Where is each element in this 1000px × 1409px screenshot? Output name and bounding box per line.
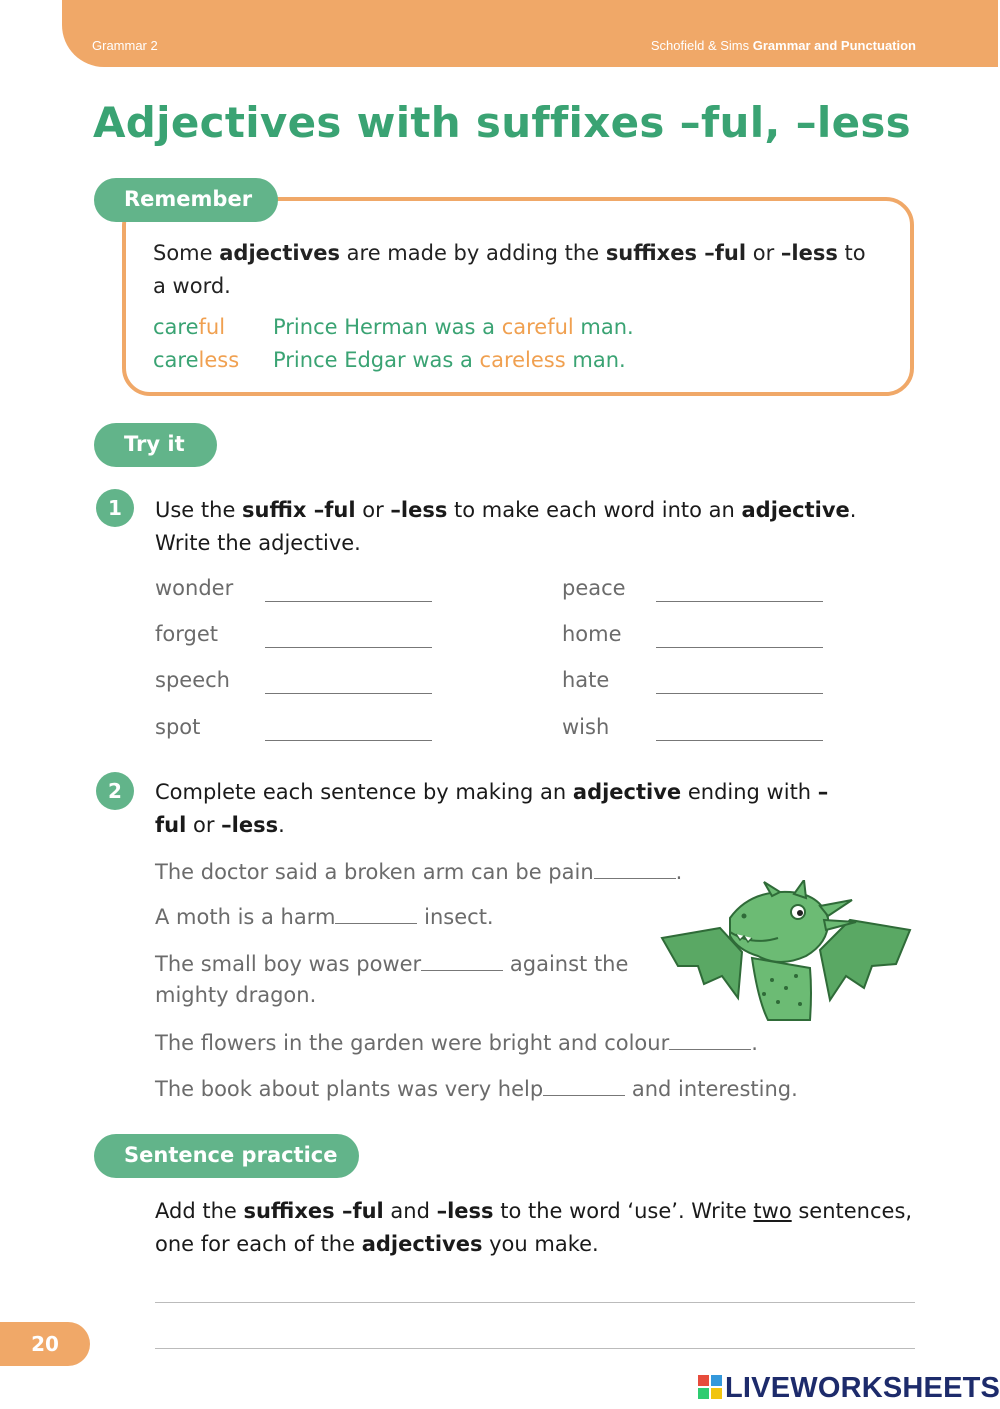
sentence-1: The doctor said a broken arm can be pain . [155,860,683,884]
writing-line[interactable] [155,1348,915,1349]
liveworksheets-logo-icon [698,1375,722,1399]
answer-blank[interactable] [594,858,676,879]
word-wonder: wonder [155,576,234,600]
question-1-number: 1 [96,489,134,527]
word-hate: hate [562,668,610,692]
publisher-credit: Schofield & Sims Grammar and Punctuation [650,38,916,53]
sentence-2: A moth is a harm insect. [155,905,494,929]
question-2-number: 2 [96,772,134,810]
answer-blank[interactable] [265,693,432,694]
word-speech: speech [155,668,230,692]
page-title: Adjectives with suffixes –ful, –less [93,98,911,147]
answer-blank[interactable] [421,950,503,971]
answer-blank[interactable] [265,601,432,602]
answer-blank[interactable] [656,647,823,648]
sentence-4: The flowers in the garden were bright and colour . [155,1031,758,1055]
question-2-instructions: Complete each sentence by making an adjective ending with –ful or –less. [155,780,829,837]
writing-line[interactable] [155,1302,915,1303]
liveworksheets-logo: LIVEWORKSHEETS [698,1372,1000,1408]
word-spot: spot [155,715,201,739]
answer-blank[interactable] [543,1075,625,1096]
answer-blank[interactable] [656,693,823,694]
page-number: 20 [0,1322,90,1366]
answer-blank[interactable] [656,601,823,602]
question-1-instructions: Use the suffix –ful or –less to make each word into an adjective. Write the adjective. [155,498,857,555]
remember-explanation: Some adjectives are made by adding the suffixes –ful or –less to a word. [153,241,866,298]
dragon-illustration [660,880,915,1025]
answer-blank[interactable] [265,740,432,741]
remember-label: Remember [94,178,278,222]
answer-blank[interactable] [265,647,432,648]
sentence-practice-label: Sentence practice [94,1134,359,1178]
sentence-3: The small boy was power against the [155,952,629,976]
answer-blank[interactable] [669,1029,751,1050]
answer-blank[interactable] [656,740,823,741]
word-home: home [562,622,622,646]
word-forget: forget [155,622,218,646]
try-it-label: Try it [94,423,217,467]
word-wish: wish [562,715,610,739]
sentence-practice-instructions: Add the suffixes –ful and –less to the word ‘use’. Write two sentences, one for each of the adjectives you make. [155,1199,913,1256]
word-peace: peace [562,576,626,600]
header-band [62,0,998,67]
answer-blank[interactable] [335,903,417,924]
sentence-5: The book about plants was very help and interesting. [155,1077,798,1101]
sentence-3-continued: mighty dragon. [155,983,317,1007]
book-level: Grammar 2 [92,38,158,53]
